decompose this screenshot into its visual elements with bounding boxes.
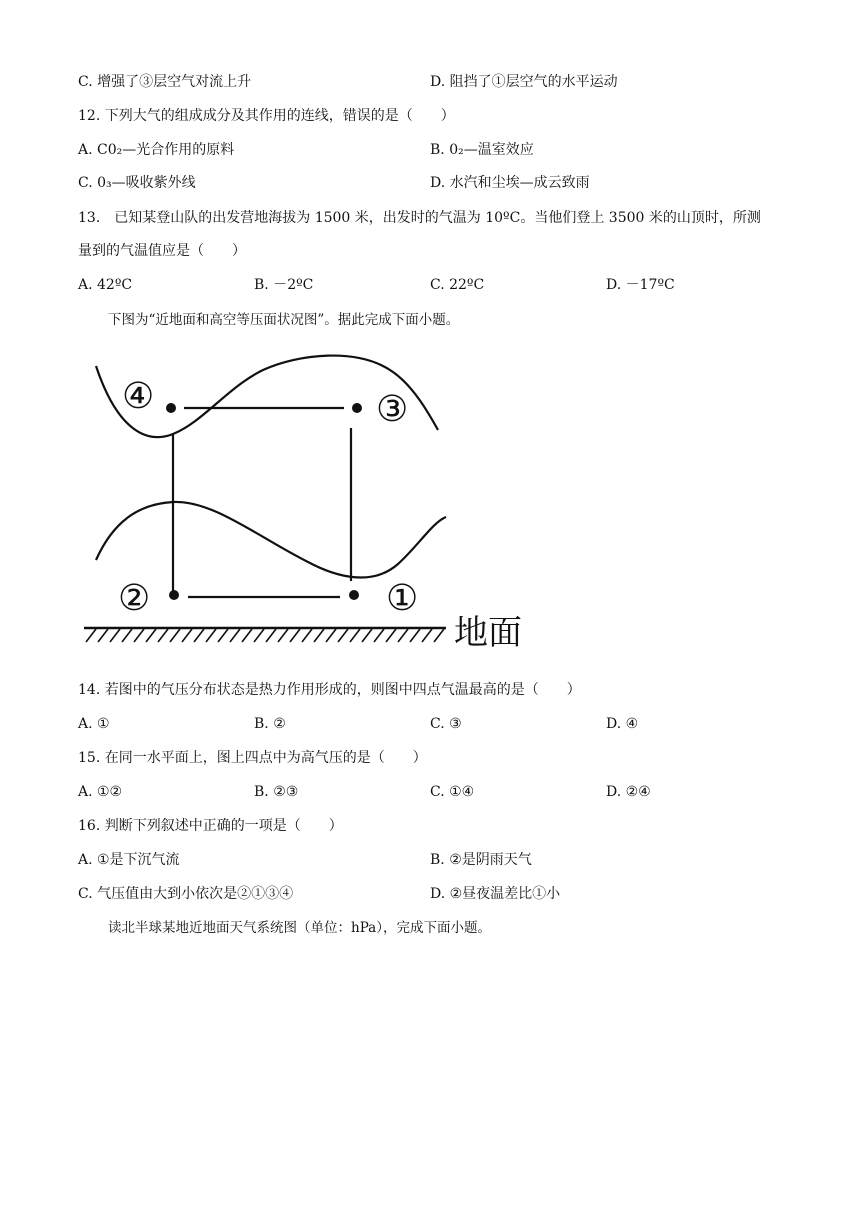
q12-option-d: D. 水汽和尘埃—成云致雨 bbox=[430, 175, 590, 191]
q13-option-a: A. 42ºC bbox=[78, 277, 133, 293]
q16-option-b: B. ②是阴雨天气 bbox=[430, 852, 532, 868]
q15-option-c: C. ①④ bbox=[430, 784, 475, 800]
q14-option-a: A. ① bbox=[78, 716, 110, 732]
point-4-dot bbox=[166, 403, 176, 413]
q12-stem: 12. 下列大气的组成成分及其作用的连线，错误的是（ ） bbox=[78, 108, 455, 124]
weather-map-intro: 读北半球某地近地面天气系统图（单位：hPa），完成下面小题。 bbox=[108, 920, 491, 936]
q16-option-a: A. ①是下沉气流 bbox=[78, 852, 180, 868]
q11-option-c: C. 增强了③层空气对流上升 bbox=[78, 74, 252, 90]
q14-option-c: C. ③ bbox=[430, 716, 462, 732]
q13-stem-line1: 13. 已知某登山队的出发营地海拔为 1500 米，出发时的气温为 10ºC。当他们登上 3500 米的山顶时，所测 bbox=[78, 210, 761, 226]
q13-stem-line2: 量到的气温值应是（ ） bbox=[78, 243, 246, 259]
q12-option-a: A. C0₂—光合作用的原料 bbox=[78, 142, 235, 158]
q12-option-b: B. 0₂—温室效应 bbox=[430, 142, 534, 158]
point-3-label: ③ bbox=[376, 389, 409, 430]
q15-option-b: B. ②③ bbox=[254, 784, 299, 800]
lower-isobar-curve bbox=[96, 502, 446, 578]
q15-option-d: D. ②④ bbox=[606, 784, 651, 800]
q15-option-a: A. ①② bbox=[78, 784, 123, 800]
isobaric-surface-diagram bbox=[78, 352, 538, 662]
ground-hatching bbox=[86, 629, 444, 642]
q13-option-d: D. －17ºC bbox=[606, 277, 675, 293]
point-1-dot bbox=[349, 590, 359, 600]
q13-option-c: C. 22ºC bbox=[430, 277, 485, 293]
point-4-label: ④ bbox=[122, 376, 155, 417]
q12-option-c: C. 0₃—吸收紫外线 bbox=[78, 175, 196, 191]
q14-stem: 14. 若图中的气压分布状态是热力作用形成的，则图中四点气温最高的是（ ） bbox=[78, 682, 581, 698]
point-3-dot bbox=[352, 403, 362, 413]
point-1-label: ① bbox=[386, 578, 419, 619]
q13-option-b: B. －2ºC bbox=[254, 277, 314, 293]
diagram-intro: 下图为“近地面和高空等压面状况图”。据此完成下面小题。 bbox=[108, 312, 460, 328]
point-2-label: ② bbox=[118, 578, 151, 619]
q14-option-b: B. ② bbox=[254, 716, 286, 732]
q11-option-d: D. 阻挡了①层空气的水平运动 bbox=[430, 74, 618, 90]
point-2-dot bbox=[169, 590, 179, 600]
q16-option-d: D. ②昼夜温差比①小 bbox=[430, 886, 561, 902]
q15-stem: 15. 在同一水平面上，图上四点中为高气压的是（ ） bbox=[78, 750, 427, 766]
q16-stem: 16. 判断下列叙述中正确的一项是（ ） bbox=[78, 818, 343, 834]
q16-option-c: C. 气压值由大到小依次是②①③④ bbox=[78, 886, 294, 902]
q14-option-d: D. ④ bbox=[606, 716, 639, 732]
ground-label: 地面 bbox=[454, 613, 522, 653]
